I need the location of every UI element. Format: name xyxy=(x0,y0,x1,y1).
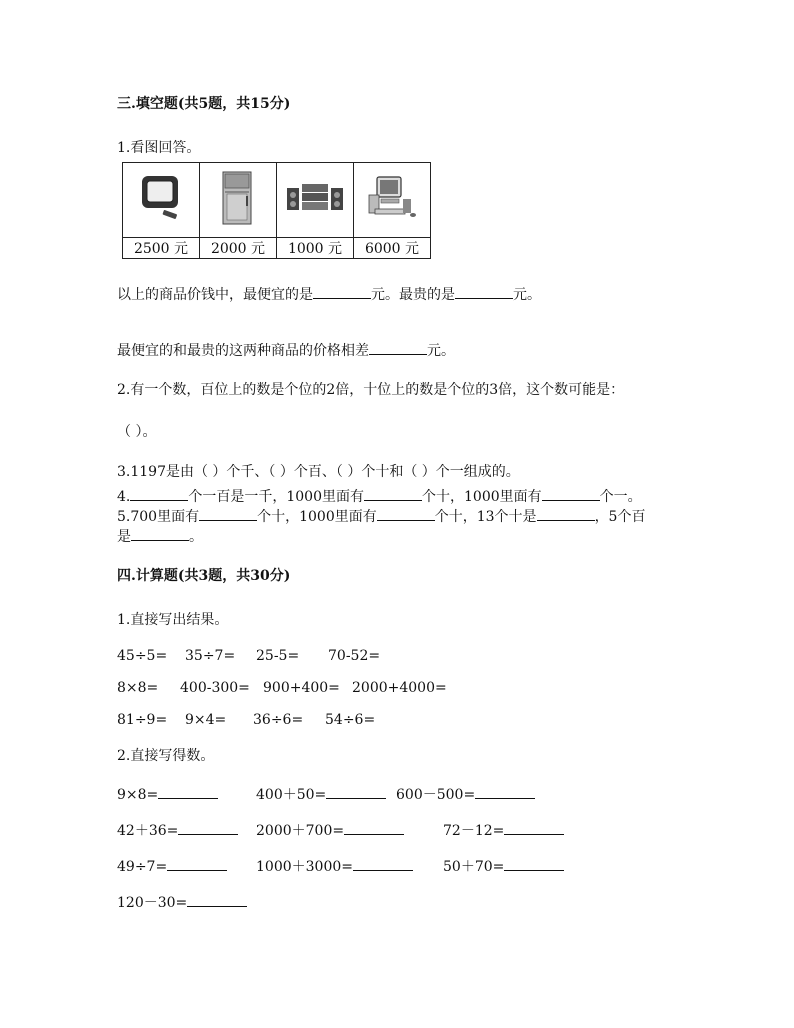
answer-blank[interactable] xyxy=(364,486,422,501)
text: 以上的商品价钱中，最便宜的是 xyxy=(117,287,313,303)
q4-line xyxy=(117,486,642,507)
expression: 70-52= xyxy=(328,648,381,664)
calc-q2-prompt: 2.直接写得数。 xyxy=(117,748,215,764)
expression: 35÷7= xyxy=(185,648,236,664)
expression-with-blank xyxy=(443,820,564,841)
expression: 400-300= xyxy=(180,680,250,696)
text: 元。最贵的是 xyxy=(371,287,455,303)
expression-with-blank xyxy=(117,856,227,877)
price-cell: 1000 元 xyxy=(277,238,354,259)
text: ，5个百 xyxy=(594,509,646,525)
expression: 50＋70= xyxy=(443,859,505,875)
answer-blank[interactable] xyxy=(537,506,595,521)
expression: 25-5= xyxy=(256,648,300,664)
computer-icon xyxy=(361,175,423,221)
expression: 120－30= xyxy=(117,895,188,911)
expression: 600－500= xyxy=(396,787,476,803)
expression: 900+400= xyxy=(263,680,340,696)
expression-with-blank xyxy=(256,784,386,805)
answer-blank[interactable] xyxy=(131,526,189,541)
answer-blank[interactable] xyxy=(313,284,371,299)
expression: 400＋50= xyxy=(256,787,327,803)
answer-blank[interactable] xyxy=(199,506,257,521)
expression: 2000+4000= xyxy=(352,680,447,696)
refrigerator-icon xyxy=(213,170,263,226)
expression: 9×4= xyxy=(185,712,227,728)
expression-with-blank xyxy=(396,784,535,805)
goods-table xyxy=(122,162,431,259)
answer-blank[interactable] xyxy=(178,820,238,835)
expression: 45÷5= xyxy=(117,648,168,664)
expression: 81÷9= xyxy=(117,712,168,728)
goods-cell xyxy=(200,163,277,238)
text: 元。 xyxy=(427,343,455,359)
expression: 2000＋700= xyxy=(256,823,345,839)
calc-q1-prompt: 1.直接写出结果。 xyxy=(117,612,229,628)
goods-cell xyxy=(354,163,431,238)
text: 个一百是一千，1000里面有 xyxy=(188,489,364,505)
price-cell: 6000 元 xyxy=(354,238,431,259)
expression: 54÷6= xyxy=(325,712,376,728)
stereo-icon xyxy=(285,178,345,218)
expression: 9×8= xyxy=(117,787,159,803)
expression: 49÷7= xyxy=(117,859,168,875)
text: 是 xyxy=(117,529,131,545)
answer-blank[interactable] xyxy=(455,284,513,299)
answer-blank[interactable] xyxy=(377,506,435,521)
text: 最便宜的和最贵的这两种商品的价格相差 xyxy=(117,343,369,359)
tv-icon xyxy=(136,172,186,224)
text: 个十，13个十是 xyxy=(434,509,537,525)
expression: 42＋36= xyxy=(117,823,179,839)
answer-blank[interactable] xyxy=(130,486,188,501)
expression-with-blank xyxy=(443,856,564,877)
goods-cell xyxy=(277,163,354,238)
expression: 8×8= xyxy=(117,680,159,696)
answer-blank[interactable] xyxy=(326,784,386,799)
q2-text: 2.有一个数，百位上的数是个位的2倍，十位上的数是个位的3倍，这个数可能是： xyxy=(117,382,625,398)
expression-with-blank xyxy=(117,784,218,805)
text: 个十，1000里面有 xyxy=(422,489,542,505)
section3-title: 三.填空题(共5题，共15分) xyxy=(117,96,291,112)
q5-line-cont xyxy=(117,526,203,547)
answer-blank[interactable] xyxy=(504,856,564,871)
answer-blank[interactable] xyxy=(542,486,600,501)
text: 4. xyxy=(117,489,131,505)
answer-blank[interactable] xyxy=(369,340,427,355)
section4-title: 四.计算题(共3题，共30分) xyxy=(117,568,291,584)
q5-line xyxy=(117,506,645,527)
answer-blank[interactable] xyxy=(344,820,404,835)
expression: 36÷6= xyxy=(253,712,304,728)
expression-with-blank xyxy=(117,820,238,841)
text: 元。 xyxy=(513,287,541,303)
answer-blank[interactable] xyxy=(158,784,218,799)
q1-line1 xyxy=(117,284,541,305)
answer-blank[interactable] xyxy=(167,856,227,871)
expression-with-blank xyxy=(256,820,404,841)
q1-line2 xyxy=(117,340,455,361)
expression-with-blank xyxy=(117,892,247,913)
text: 。 xyxy=(189,529,203,545)
goods-cell xyxy=(123,163,200,238)
q1-prompt: 1.看图回答。 xyxy=(117,140,201,156)
expression-with-blank xyxy=(256,856,413,877)
answer-blank[interactable] xyxy=(353,856,413,871)
price-cell: 2000 元 xyxy=(200,238,277,259)
price-cell: 2500 元 xyxy=(123,238,200,259)
answer-blank[interactable] xyxy=(475,784,535,799)
text: 5.700里面有 xyxy=(117,509,200,525)
expression: 1000＋3000= xyxy=(256,859,353,875)
q2-answer: （ ）。 xyxy=(117,424,157,440)
expression: 72－12= xyxy=(443,823,505,839)
q3-text: 3.1197是由（ ）个千、（ ）个百、（ ）个十和（ ）个一组成的。 xyxy=(117,464,520,480)
answer-blank[interactable] xyxy=(187,892,247,907)
text: 个一。 xyxy=(599,489,642,505)
answer-blank[interactable] xyxy=(504,820,564,835)
text: 个十，1000里面有 xyxy=(257,509,377,525)
